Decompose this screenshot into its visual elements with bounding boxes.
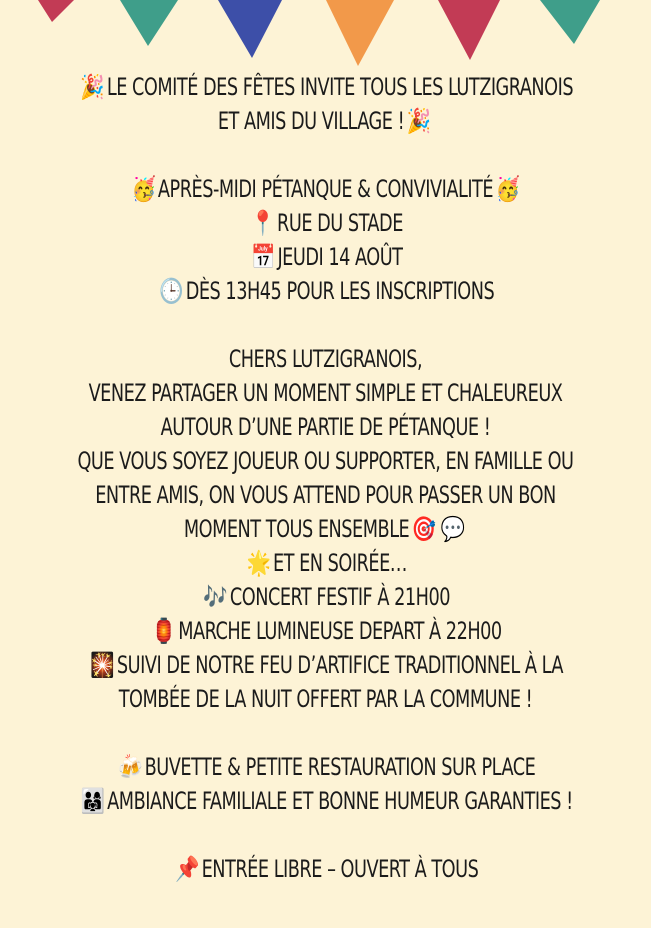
evening-text: ET EN SOIRÉE… (272, 549, 408, 577)
body-line-3 (59, 444, 593, 478)
entry-text: ENTRÉE LIBRE – OUVERT À TOUS (201, 855, 479, 883)
date-line (59, 240, 593, 274)
evening-line (59, 546, 593, 580)
date-text: JEUDI 14 AOÛT (277, 243, 403, 271)
body-line-5 (59, 512, 593, 546)
bunting-decoration (0, 0, 651, 80)
fireworks-text-1: SUIVI DE NOTRE FEU D’ARTIFICE TRADITIONNEL À LA (116, 651, 564, 679)
flyer-text (0, 70, 651, 886)
intro-text-2: ET AMIS DU VILLAGE ! (217, 107, 405, 135)
party-face-icon: 🥳 (131, 175, 156, 203)
bunting-flag-2 (120, 0, 178, 46)
target-icon: 🎯 (411, 515, 436, 543)
party-face-icon: 🥳 (495, 175, 520, 203)
ambiance-text: AMBIANCE FAMILIALE ET BONNE HUMEUR GARANTIES ! (107, 787, 573, 815)
speech-bubble-icon: 💬 (440, 515, 465, 543)
body-text-5: MOMENT TOUS ENSEMBLE (183, 515, 410, 543)
bunting-flag-5 (438, 0, 500, 60)
time-line (59, 274, 593, 308)
clock-icon: 🕒 (159, 277, 184, 305)
party-popper-icon: 🎉 (406, 107, 431, 135)
star-icon: 🌟 (246, 549, 271, 577)
pushpin-icon: 📌 (175, 855, 200, 883)
body-text-4: ENTRE AMIS, ON VOUS ATTEND POUR PASSER UN BON (95, 481, 556, 509)
fireworks-line-1 (59, 648, 593, 682)
calendar-icon: 📅 (250, 243, 275, 271)
bar-line (59, 750, 593, 784)
lantern-icon: 🏮 (151, 617, 176, 645)
body-text-1: VENEZ PARTAGER UN MOMENT SIMPLE ET CHALEUREUX (88, 379, 563, 407)
bunting-flag-1 (38, 0, 74, 22)
intro-line-1 (59, 70, 593, 104)
entry-line (59, 852, 593, 886)
body-line-2 (59, 410, 593, 444)
bar-text: BUVETTE & PETITE RESTAURATION SUR PLACE (144, 753, 536, 781)
intro-line-2 (59, 104, 593, 138)
intro-text-1: LE COMITÉ DES FÊTES INVITE TOUS LES LUTZIGRANOIS (106, 73, 574, 101)
body-text-2: AUTOUR D’UNE PARTIE DE PÉTANQUE ! (160, 413, 491, 441)
bunting-flag-3 (218, 0, 282, 58)
music-notes-icon: 🎶 (203, 583, 228, 611)
lantern-walk-text: MARCHE LUMINEUSE DEPART À 22H00 (178, 617, 502, 645)
body-line-4 (59, 478, 593, 512)
event-title-line (59, 172, 593, 206)
lantern-walk-line (59, 614, 593, 648)
greeting-line (59, 342, 593, 376)
bunting-flag-4 (326, 0, 394, 66)
time-text: DÈS 13H45 POUR LES INSCRIPTIONS (185, 277, 495, 305)
location-line (59, 206, 593, 240)
fireworks-icon: 🎇 (90, 651, 115, 679)
fireworks-line-2 (59, 682, 593, 716)
fireworks-text-2: TOMBÉE DE LA NUIT OFFERT PAR LA COMMUNE ! (118, 685, 533, 713)
family-icon: 👨‍👩‍👧 (80, 787, 105, 815)
body-text-3: QUE VOUS SOYEZ JOUEUR OU SUPPORTER, EN FAMILLE OU (77, 447, 574, 475)
concert-line (59, 580, 593, 614)
beer-mugs-icon: 🍻 (118, 753, 143, 781)
location-text: RUE DU STADE (277, 209, 403, 237)
event-title: APRÈS-MIDI PÉTANQUE & CONVIVIALITÉ (157, 175, 494, 203)
greeting-text: CHERS LUTZIGRANOIS, (228, 345, 423, 373)
ambiance-line (59, 784, 593, 818)
location-pin-icon: 📍 (250, 209, 275, 237)
concert-text: CONCERT FESTIF À 21H00 (229, 583, 451, 611)
body-line-1 (59, 376, 593, 410)
party-popper-icon: 🎉 (80, 73, 105, 101)
bunting-flag-6 (540, 0, 600, 44)
